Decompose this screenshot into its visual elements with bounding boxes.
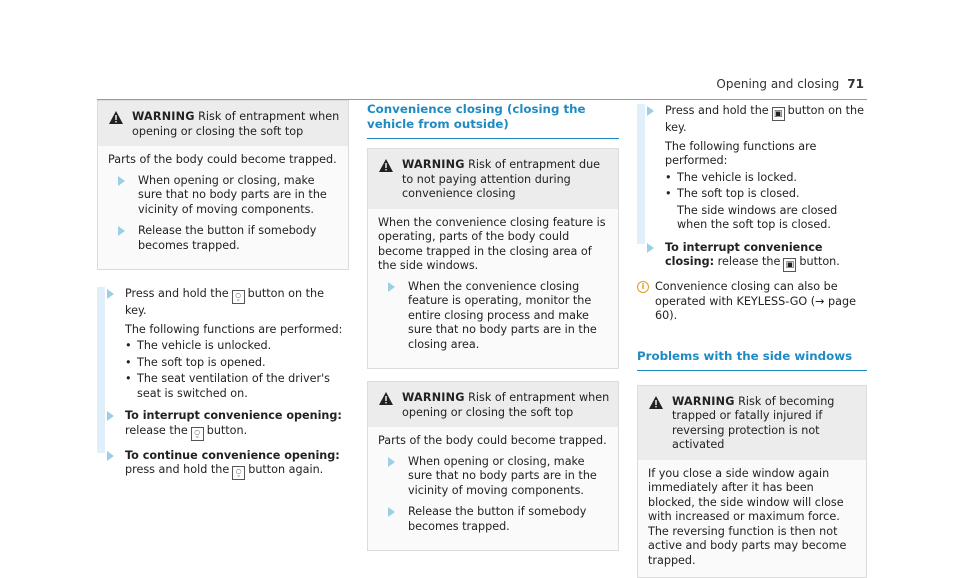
warning-header	[368, 382, 618, 427]
warning-body	[98, 146, 348, 269]
warning-step: When opening or closing, make sure that no body parts are in the vicinity of moving components.	[108, 174, 338, 218]
lock-button-icon: ▣	[772, 107, 785, 121]
step-interrupt: To interrupt convenience closing: release the ▣ button.	[637, 241, 867, 273]
warning-label: WARNING	[402, 391, 465, 404]
column-3	[637, 104, 867, 578]
extra-note: The side windows are closed when the soft top is closed.	[665, 204, 867, 233]
step-continue: To continue convenience opening: press and hold the ⍜ button again.	[97, 449, 349, 481]
section-title: Problems with the side windows	[637, 349, 867, 371]
warning-header	[368, 149, 618, 209]
warning-step: When opening or closing, make sure that no body parts are in the vicinity of moving components.	[378, 455, 608, 499]
step-arrow-icon	[647, 243, 654, 253]
unlock-button-icon: ⍜	[232, 290, 245, 304]
warning-text: Risk of entrapment when opening or closing the soft top	[402, 391, 609, 419]
lock-button-icon: ▣	[783, 258, 796, 272]
list-item: • The vehicle is unlocked.	[125, 339, 349, 354]
warning-icon	[649, 396, 663, 409]
warning-label: WARNING	[132, 110, 195, 123]
warning-box	[97, 100, 349, 270]
step-press-hold: Press and hold the ▣ button on the key. The following functions are performed: • The vehicle is locked. • The soft top is closed. The side windows are closed when the soft top is closed.	[637, 104, 867, 233]
list-item: • The soft top is closed.	[665, 187, 867, 202]
header-title: Opening and closing	[716, 77, 839, 91]
list-item: • The soft top is opened.	[125, 356, 349, 371]
list-item: • The vehicle is locked.	[665, 171, 867, 186]
warning-label: WARNING	[672, 395, 735, 408]
warning-body: When the convenience closing feature is operating, parts of the body could become trapped in the closing area of the side windows. When the convenience closing feature is operating, monitor the entire closing process and make sure that no body parts are in the closing area.	[368, 209, 618, 369]
info-icon: i	[637, 281, 649, 293]
warning-text: Risk of becoming trapped or fatally injured if reversing protection is not activated	[672, 395, 834, 452]
warning-box	[367, 381, 619, 551]
step-arrow-icon	[118, 176, 125, 186]
warning-box	[637, 385, 867, 578]
step-arrow-icon	[388, 457, 395, 467]
column-2	[367, 102, 619, 551]
section-title: Convenience closing (closing the vehicle from outside)	[367, 102, 619, 139]
column-1	[97, 100, 349, 488]
step-press-hold: Press and hold the ⍜ button on the key. The following functions are performed: • The vehicle is unlocked. • The soft top is opened. • The seat ventilation of the driver's seat is switched on.	[97, 287, 349, 401]
warning-step: Release the button if somebody becomes trapped.	[378, 505, 608, 534]
warning-box	[367, 148, 619, 369]
warning-body-text: Parts of the body could become trapped.	[108, 153, 338, 168]
page-header	[716, 77, 864, 91]
warning-body: If you close a side window again immediately after it has been blocked, the side window will close with increased or maximum force. The reversing function is then not active and body parts may become trapped.	[638, 460, 866, 578]
warning-text: Risk of entrapment when opening or closing the soft top	[132, 110, 339, 138]
instruction-steps	[637, 104, 867, 324]
warning-text: Risk of entrapment due to not paying attention during convenience closing	[402, 158, 600, 200]
warning-step: Release the button if somebody becomes trapped.	[108, 224, 338, 253]
unlock-button-icon: ⍜	[232, 466, 245, 480]
warning-icon	[379, 392, 393, 405]
warning-label: WARNING	[402, 158, 465, 171]
list-item: • The seat ventilation of the driver's seat is switched on.	[125, 372, 349, 401]
step-arrow-icon	[118, 226, 125, 236]
step-arrow-icon	[388, 282, 395, 292]
warning-icon	[379, 159, 393, 172]
step-arrow-icon	[107, 289, 114, 299]
warning-icon	[109, 111, 123, 124]
warning-step: When the convenience closing feature is operating, monitor the entire closing process and make sure that no body parts are in the closing area.	[378, 280, 608, 353]
page-number: 71	[847, 77, 864, 91]
step-arrow-icon	[107, 411, 114, 421]
unlock-button-icon: ⍜	[191, 427, 204, 441]
instruction-steps	[97, 287, 349, 480]
warning-header	[638, 386, 866, 460]
step-arrow-icon	[647, 106, 654, 116]
step-arrow-icon	[388, 507, 395, 517]
warning-header	[98, 101, 348, 146]
info-note: i Convenience closing can also be operated with KEYLESS-GO (→ page 60).	[637, 280, 867, 324]
step-interrupt: To interrupt convenience opening: release the ⍜ button.	[97, 409, 349, 441]
step-arrow-icon	[107, 451, 114, 461]
warning-body: Parts of the body could become trapped. When opening or closing, make sure that no body parts are in the vicinity of moving components. Release the button if somebody becomes trapped.	[368, 427, 618, 550]
